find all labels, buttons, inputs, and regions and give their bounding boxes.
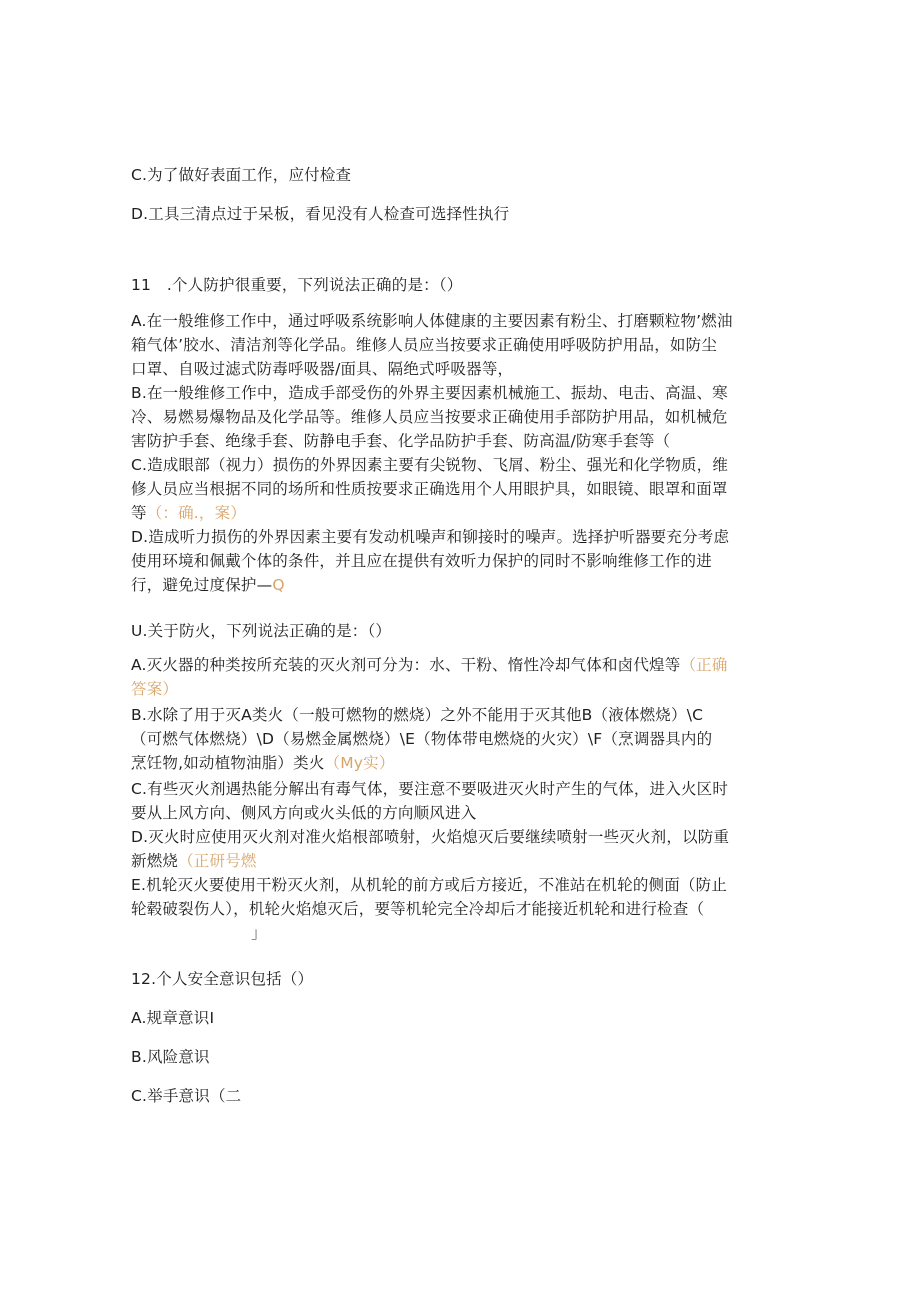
qU-option-d-line2 [131, 849, 791, 873]
qU-option-a-line2: 答案） [131, 680, 179, 698]
q11-option-d-line3 [131, 573, 791, 597]
q12-option-a: A.规章意识I [131, 1009, 215, 1027]
q11-option-c-line1: C.造成眼部（视力）损伤的外界因素主要有尖锐物、飞屑、粉尘、强光和化学物质，维 [131, 456, 729, 474]
q12-option-b: B.风险意识 [131, 1048, 210, 1066]
q11-option-c-line3-text: 等 [131, 504, 147, 522]
qU-option-b-answer-mark: （My实） [324, 754, 395, 772]
qU-option-e-line2: 轮毂破裂伤人），机轮火焰熄灭后，要等机轮完全冷却后才能接近机轮和进行检查（ [131, 900, 705, 918]
q11-option-c-answer-mark: （：确.，案） [146, 504, 247, 522]
qU-option-a-answer-mark: （正确 [680, 656, 728, 674]
qU-option-d-line1: D.灭火时应使用灭火剂对准火焰根部喷射，火焰熄灭后要继续喷射一些灭火剂，以防重 [131, 828, 730, 846]
qU-option-b-line3-text: 烹饪物,如动植物油脂）类火 [131, 754, 325, 772]
q11-option-d-line3-text: 行，避免过度保护— [131, 576, 273, 594]
q11-option-b-line2: 冷、易燃易爆物品及化学品等。维修人员应当按要求正确使用手部防护用品，如机械危 [131, 408, 728, 426]
qU-option-b-line1: B.水除了用于灭A类火（一般可燃物的燃烧）之外不能用于灭其他B（液体燃烧）\C [131, 706, 704, 724]
qU-option-d-answer-mark: （正研号燃 [178, 852, 257, 870]
qU-option-b-line3 [131, 751, 791, 775]
q10-option-d: D.工具三清点过于呆板，看见没有人检查可选择性执行 [131, 205, 510, 223]
qU-option-c-line2: 要从上风方向、侧风方向或火头低的方向顺风进入 [131, 804, 477, 822]
qU-option-a-line1 [131, 653, 791, 677]
q11-option-c-line3 [131, 501, 791, 525]
q12-title: 12.个人安全意识包括（） [131, 970, 314, 988]
qU-option-a-line1-text: A.灭火器的种类按所充装的灭火剂可分为：水、干粉、惰性冷却气体和卤代煌等 [131, 656, 681, 674]
q11-option-c-line2: 修人员应当根据不同的场所和性质按要求正确选用个人用眼护具，如眼镜、眼罩和面罩 [131, 480, 728, 498]
q11-title: 11 .个人防护很重要，下列说法正确的是：（） [131, 276, 463, 294]
qU-option-d-line2-text: 新燃烧 [131, 852, 179, 870]
q11-option-d-line2: 使用环境和佩戴个体的条件，并且应在提供有效听力保护的同时不影响维修工作的进 [131, 552, 712, 570]
q11-option-b-line1: B.在一般维修工作中，造成手部受伤的外界主要因素机械施工、振劫、电击、高温、寒 [131, 384, 728, 402]
qU-option-b-line2: （可燃气体燃烧）\D（易燃金属燃烧）\E（物体带电燃烧的火灾）\F（烹调器具内的 [131, 730, 713, 748]
qU-option-c-line1: C.有些灭火剂遇热能分解出有毒气体，要注意不要吸进灭火时产生的气体，进入火区时 [131, 780, 729, 798]
qU-title: U.关于防火，下列说法正确的是：（） [131, 622, 392, 640]
qU-option-e-line1: E.机轮灭火要使用干粉灭火剂，从机轮的前方或后方接近，不准站在机轮的侧面（防止 [131, 876, 728, 894]
q11-option-a-line3: 口罩、自吸过滤式防毒呼吸器/面具、隔绝式呼吸器等， [131, 360, 514, 378]
q11-option-a-line2: 箱气体’胶水、清洁剂等化学品。维修人员应当按要求正确使用呼吸防护用品，如防尘 [131, 336, 718, 354]
q12-option-c: C.举手意识（二 [131, 1087, 242, 1105]
q10-option-c: C.为了做好表面工作，应付检查 [131, 166, 352, 184]
q11-option-a-line1: A.在一般维修工作中，通过呼吸系统影响人体健康的主要因素有粉尘、打磨颗粒物’燃油 [131, 312, 733, 330]
q11-option-b-line3: 害防护手套、绝缘手套、防静电手套、化学品防护手套、防高温/防寒手套等（ [131, 432, 671, 450]
q11-option-d-line1: D.造成听力损伤的外界因素主要有发动机噪声和铆接时的噪声。选择护听器要充分考虑 [131, 528, 730, 546]
qU-option-e-line3: 」 [251, 924, 267, 942]
q11-option-d-answer-mark: Q [272, 576, 285, 594]
